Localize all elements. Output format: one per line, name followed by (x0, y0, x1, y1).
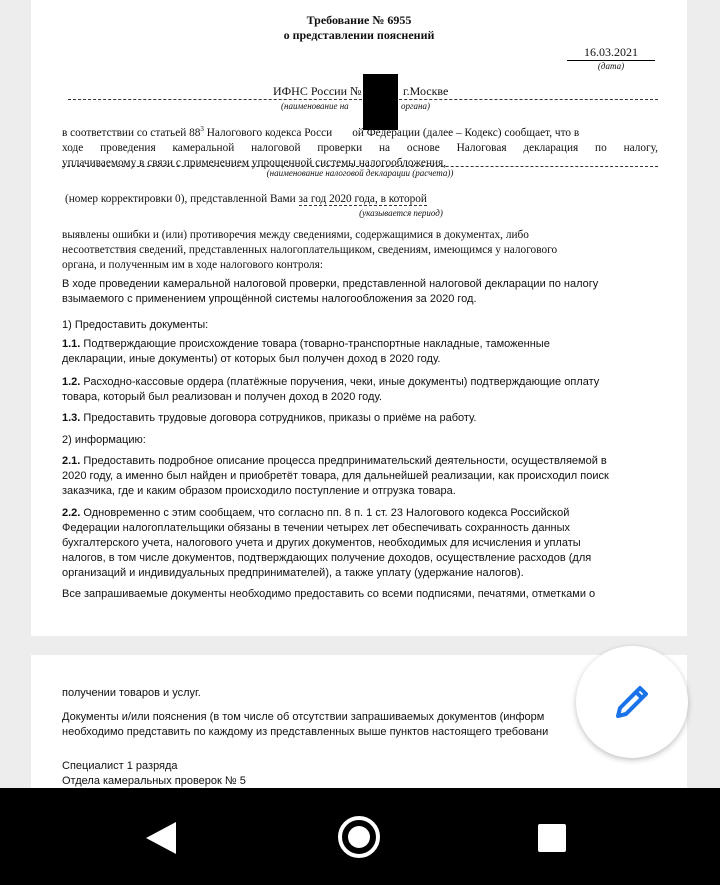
authority-caption-left: (наименование на (281, 101, 349, 111)
item-1-3: 1.3. Предоставить трудовые договора сотрудников, приказы о приёме на работу. (62, 412, 477, 424)
declaration-caption: (наименование налоговой декларации (расчета)) (266, 168, 454, 178)
correction-line: (номер корректировки 0), представленной Вами за год 2020 года, в которой (65, 193, 427, 205)
item-1-2: 1.2. Расходно-кассовые ордера (платёжные поручения, чеки, иные документы) подтверждающие оплату товара, который был реализован и получен доход в 2020 году. (62, 376, 600, 403)
home-icon[interactable] (336, 814, 382, 860)
date-value: 16.03.2021 (567, 45, 655, 61)
item-2-2: 2.2. Одновременно с этим сообщаем, что согласно пп. 8 п. 1 ст. 23 Налогового кодекса Российской Федерации налогоплательщики обязаны в течении четырех лет обеспечивать сохранность данных бухгалтерского учета, налогового учета и других документов, необходимых для исчисления и уплаты налогов, в том числе документов, подтверждающих получение доходов, осуществление расходов (для организаций и индивидуальных предпринимателей), а также уплату (удержание налогов). (62, 507, 592, 579)
date-caption: (дата) (597, 61, 625, 71)
intro-paragraph (62, 122, 658, 171)
authority-right: г.Москве (403, 84, 449, 98)
intro-line-2: ходе проведения камеральной налоговой проверки на основе Налоговая декларация по налогу, (62, 141, 658, 154)
errors-line-3: органа, и полученным им в ходе налогового контроля: (62, 259, 323, 271)
intro-line-1: в соответствии со статьей $88^3$ Налогового кодекса Росси ой Федерации (далее – Кодекс) сообщает, что в (62, 125, 580, 139)
intro-line-3: уплачиваемому в связи с применением упрощенной системы налогообложения, (62, 156, 447, 169)
section-1-heading: 1) Предоставить документы: (62, 319, 209, 331)
item-1-1: 1.1. Подтверждающие происхождение товара (товарно-транспортные накладные, таможенные декларации, иные документы) от которых был получен доход в 2020 году. (62, 338, 550, 365)
recents-icon[interactable] (537, 823, 567, 853)
errors-line-1: выявлены ошибки и (или) противоречия между сведениями, содержащимися в документах, либо (62, 229, 529, 241)
signature-block: Специалист 1 разряда Отдела камеральных проверок № 5 (62, 760, 246, 787)
errors-paragraph (62, 228, 658, 273)
back-icon[interactable] (140, 818, 180, 858)
closing-line: Все запрашиваемые документы необходимо предоставить со всеми подписями, печатями, отметками о (62, 588, 596, 600)
system-navigation-bar (0, 788, 720, 885)
errors-line-2: несоответствия сведений, представленных налогоплательщиком, сведениям, имеющимся у налогового (62, 244, 558, 256)
declaration-underline (62, 166, 658, 167)
period-caption: (указывается период) (359, 208, 443, 218)
audit-intro: В ходе проведении камеральной налоговой проверки, представленной налоговой декларации по налогу взымаемого с применением упрощённой системы налогообложения за 2020 год. (62, 278, 599, 305)
document-page-1 (31, 0, 687, 636)
page2-line-1: получении товаров и услуг. (62, 687, 201, 699)
pencil-icon (610, 680, 654, 724)
section-2-heading: 2) информацию: (62, 434, 146, 446)
document-title: Требование № 6955 (306, 13, 412, 27)
edit-fab-button[interactable] (576, 646, 688, 758)
item-2-1: 2.1. Предоставить подробное описание процесса предпринимательский деятельности, осуществляемой в 2020 году, а именно был найден и приобретёт товара, для дальнейшей реализации, как происходил поиск заказчика, где и каким образом происходило поступление и отгрузка товара. (62, 455, 609, 497)
authority-caption-right: органа) (401, 101, 430, 111)
document-subtitle: о представлении пояснений (283, 28, 435, 42)
authority-left: ИФНС России № (273, 84, 362, 98)
page2-paragraph: Документы и/или пояснения (в том числе об отсутствии запрашиваемых документов (информ необходимо представить по каждому из представленных выше пунктов настоящего требовани (62, 711, 549, 738)
